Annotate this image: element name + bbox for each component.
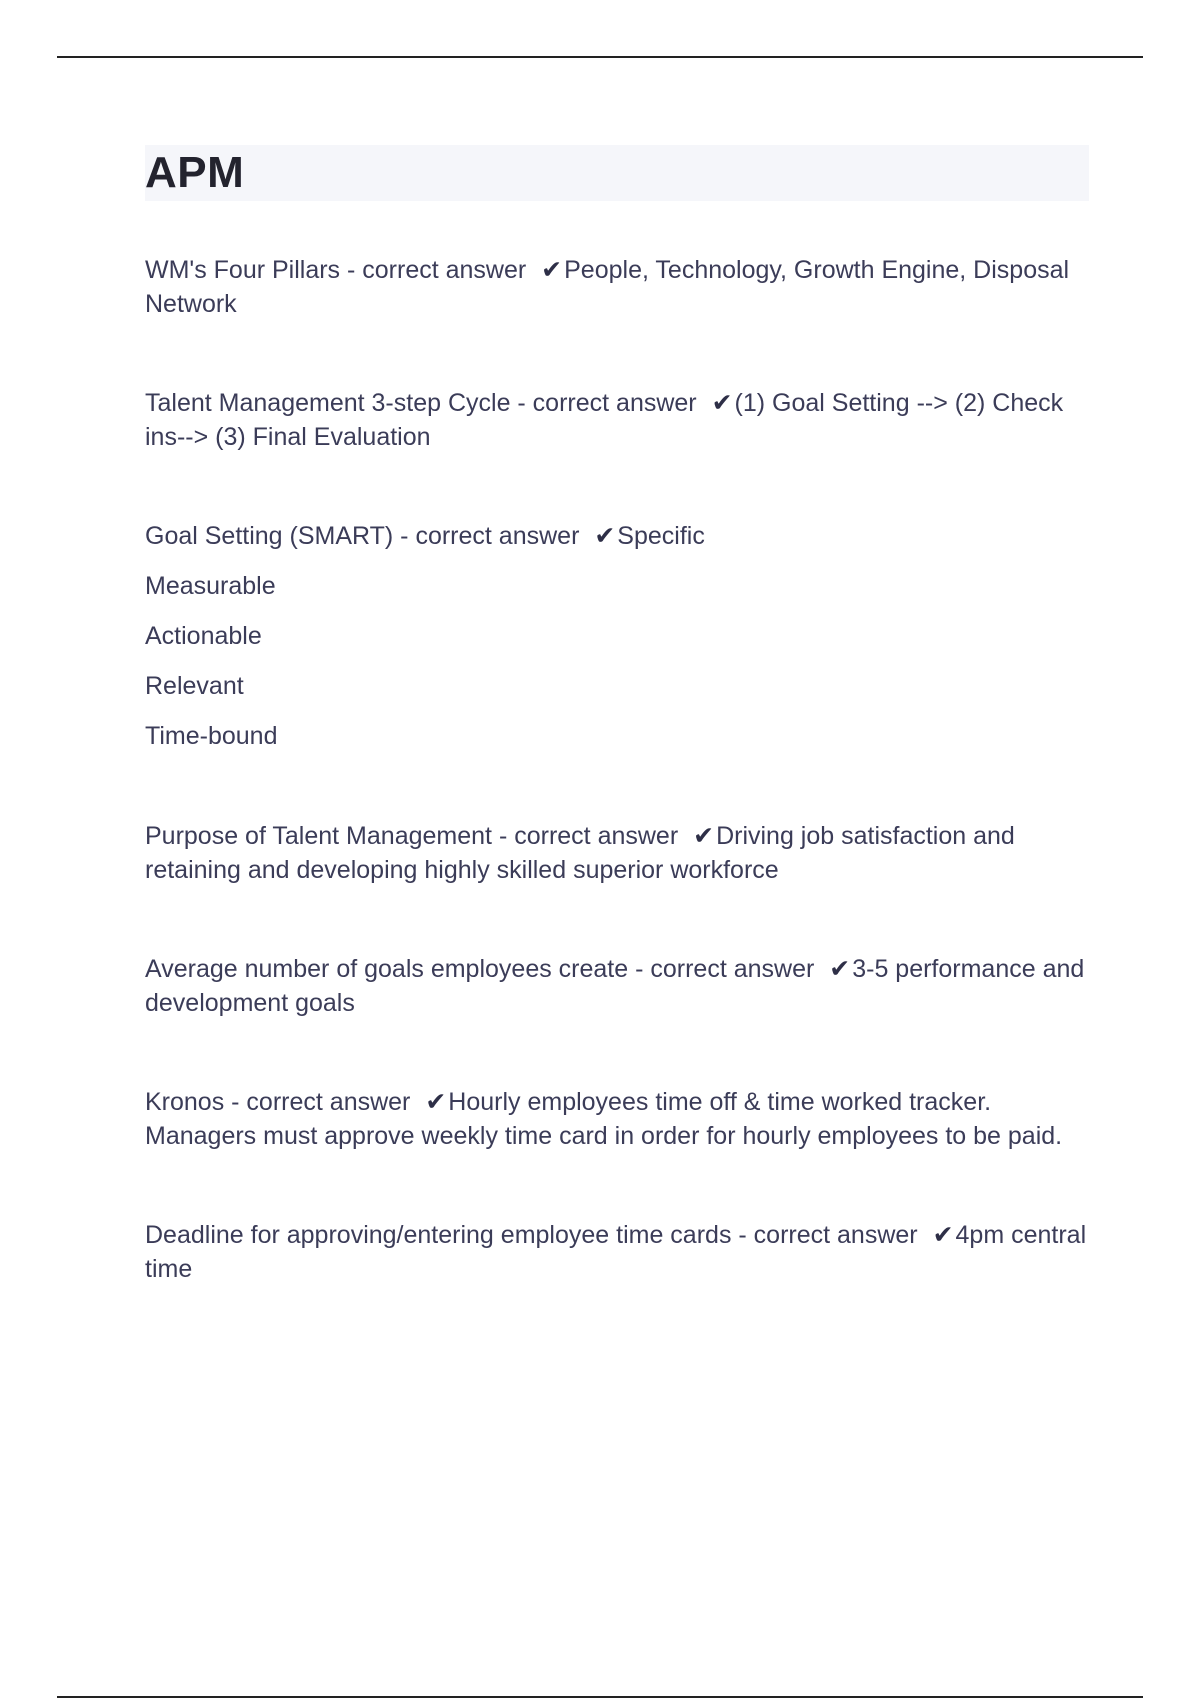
qa-entry <box>145 519 1089 753</box>
correct-answer-label: - correct answer <box>510 389 704 417</box>
answer-text: Driving job satisfaction and retaining and developing highly skilled superior workforce <box>145 822 1015 884</box>
qa-entry <box>145 819 1089 887</box>
bottom-rule <box>57 1696 1143 1698</box>
answer-text: Specific <box>617 522 705 550</box>
qa-entry <box>145 386 1089 454</box>
answer-line: Measurable <box>145 572 276 600</box>
answer-line: Relevant <box>145 672 244 700</box>
question-text: WM's Four Pillars <box>145 256 341 284</box>
checkmark-icon: ✔ <box>711 389 733 417</box>
top-rule <box>57 56 1143 58</box>
answer-text: People, Technology, Growth Engine, Disposal Network <box>145 256 1070 318</box>
document-title: APM <box>145 148 245 197</box>
correct-answer-label: - correct answer <box>731 1221 925 1249</box>
answer-text: 3-5 performance and development goals <box>145 955 1085 1017</box>
qa-entry <box>145 1085 1089 1153</box>
correct-answer-label: - correct answer <box>340 256 534 284</box>
checkmark-icon: ✔ <box>425 1088 447 1116</box>
answer-line: Time-bound <box>145 722 278 750</box>
checkmark-icon: ✔ <box>693 822 715 850</box>
qa-entry <box>145 1218 1089 1286</box>
checkmark-icon: ✔ <box>541 256 563 284</box>
correct-answer-label: - correct answer <box>628 955 822 983</box>
title-band <box>145 145 1089 201</box>
question-text: Purpose of Talent Management <box>145 822 492 850</box>
checkmark-icon: ✔ <box>594 522 616 550</box>
checkmark-icon: ✔ <box>932 1221 954 1249</box>
document-body <box>145 145 1089 1351</box>
checkmark-icon: ✔ <box>829 955 851 983</box>
answer-line: Actionable <box>145 622 262 650</box>
correct-answer-label: - correct answer <box>492 822 686 850</box>
qa-list <box>145 253 1089 1286</box>
question-text: Kronos <box>145 1088 225 1116</box>
answer-text: (1) Goal Setting --> (2) Check ins--> (3) Final Evaluation <box>145 389 1064 451</box>
correct-answer-label: - correct answer <box>393 522 587 550</box>
question-text: Goal Setting (SMART) <box>145 522 394 550</box>
question-text: Deadline for approving/entering employee time cards <box>145 1221 732 1249</box>
answer-text: Hourly employees time off & time worked tracker. Managers must approve weekly time card in order for hourly employees to be paid. <box>145 1088 1063 1150</box>
correct-answer-label: - correct answer <box>224 1088 418 1116</box>
qa-entry <box>145 253 1089 321</box>
question-text: Average number of goals employees create <box>145 955 629 983</box>
qa-entry <box>145 952 1089 1020</box>
answer-text: 4pm central time <box>145 1221 1087 1283</box>
question-text: Talent Management 3-step Cycle <box>145 389 511 417</box>
